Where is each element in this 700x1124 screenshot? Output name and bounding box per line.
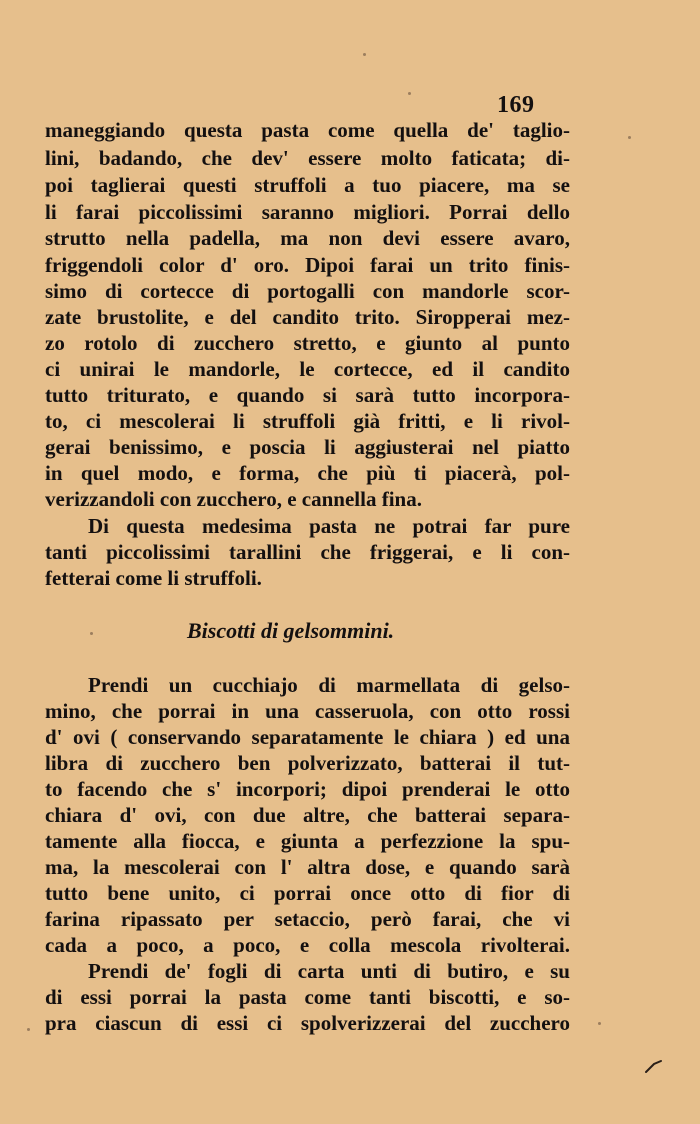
page-number: 169 bbox=[497, 92, 535, 118]
text-line: Prendi de' fogli di carta unti di butiro, e su bbox=[88, 959, 570, 983]
text-line: simo di cortecce di portogalli con mandorle scor- bbox=[45, 279, 570, 303]
text-line: Prendi un cucchiajo di marmellata di gelso- bbox=[88, 673, 570, 697]
text-line: to facendo che s' incorpori; dipoi prenderai le otto bbox=[45, 777, 570, 801]
scan-speck bbox=[27, 1028, 30, 1031]
text-line: fetterai come li struffoli. bbox=[45, 566, 262, 590]
text-line: tamente alla fiocca, e giunta a perfezzione la spu- bbox=[45, 829, 570, 853]
text-line: zo rotolo di zucchero stretto, e giunto al punto bbox=[45, 331, 570, 355]
text-line: in quel modo, e forma, che più ti piacerà, pol- bbox=[45, 461, 570, 485]
scan-speck bbox=[598, 1022, 601, 1025]
text-line: maneggiando questa pasta come quella de' taglio- bbox=[45, 118, 570, 142]
scan-speck bbox=[628, 136, 631, 139]
text-line: verizzandoli con zucchero, e cannella fina. bbox=[45, 487, 422, 511]
text-line: strutto nella padella, ma non devi essere avaro, bbox=[45, 226, 570, 250]
section-heading: Biscotti di gelsommini. bbox=[187, 618, 395, 643]
text-line: lini, badando, che dev' essere molto faticata; di- bbox=[45, 146, 570, 170]
text-line: ma, la mescolerai con l' altra dose, e quando sarà bbox=[45, 855, 570, 879]
text-line: di essi porrai la pasta come tanti biscotti, e so- bbox=[45, 985, 570, 1009]
text-line: poi taglierai questi struffoli a tuo piacere, ma se bbox=[45, 173, 570, 197]
text-line: tutto bene unito, ci porrai once otto di fior di bbox=[45, 881, 570, 905]
text-line: ci unirai le mandorle, le cortecce, ed il candito bbox=[45, 357, 570, 381]
text-line: Di questa medesima pasta ne potrai far pure bbox=[88, 514, 570, 538]
text-line: zate brustolite, e del candito trito. Siropperai mez- bbox=[45, 305, 570, 329]
text-line: tutto triturato, e quando si sarà tutto incorpora- bbox=[45, 383, 570, 407]
text-line: tanti piccolissimi tarallini che friggerai, e li con- bbox=[45, 540, 570, 564]
text-line: friggendoli color d' oro. Dipoi farai un trito finis- bbox=[45, 253, 570, 277]
ink-mark-icon bbox=[644, 1058, 664, 1074]
scan-speck bbox=[363, 53, 366, 56]
text-line: mino, che porrai in una casseruola, con otto rossi bbox=[45, 699, 570, 723]
scan-speck bbox=[90, 632, 93, 635]
text-line: li farai piccolissimi saranno migliori. Porrai dello bbox=[45, 200, 570, 224]
text-line: pra ciascun di essi ci spolverizzerai del zucchero bbox=[45, 1011, 570, 1035]
scan-speck bbox=[408, 92, 411, 95]
text-line: cada a poco, a poco, e colla mescola rivolterai. bbox=[45, 933, 570, 957]
text-line: chiara d' ovi, con due altre, che batterai separa- bbox=[45, 803, 570, 827]
text-line: to, ci mescolerai li struffoli già fritti, e li rivol- bbox=[45, 409, 570, 433]
text-line: d' ovi ( conservando separatamente le chiara ) ed una bbox=[45, 725, 570, 749]
text-line: gerai benissimo, e poscia li aggiusterai nel piatto bbox=[45, 435, 570, 459]
text-line: farina ripassato per setaccio, però farai, che vi bbox=[45, 907, 570, 931]
text-line: libra di zucchero ben polverizzato, batterai il tut- bbox=[45, 751, 570, 775]
